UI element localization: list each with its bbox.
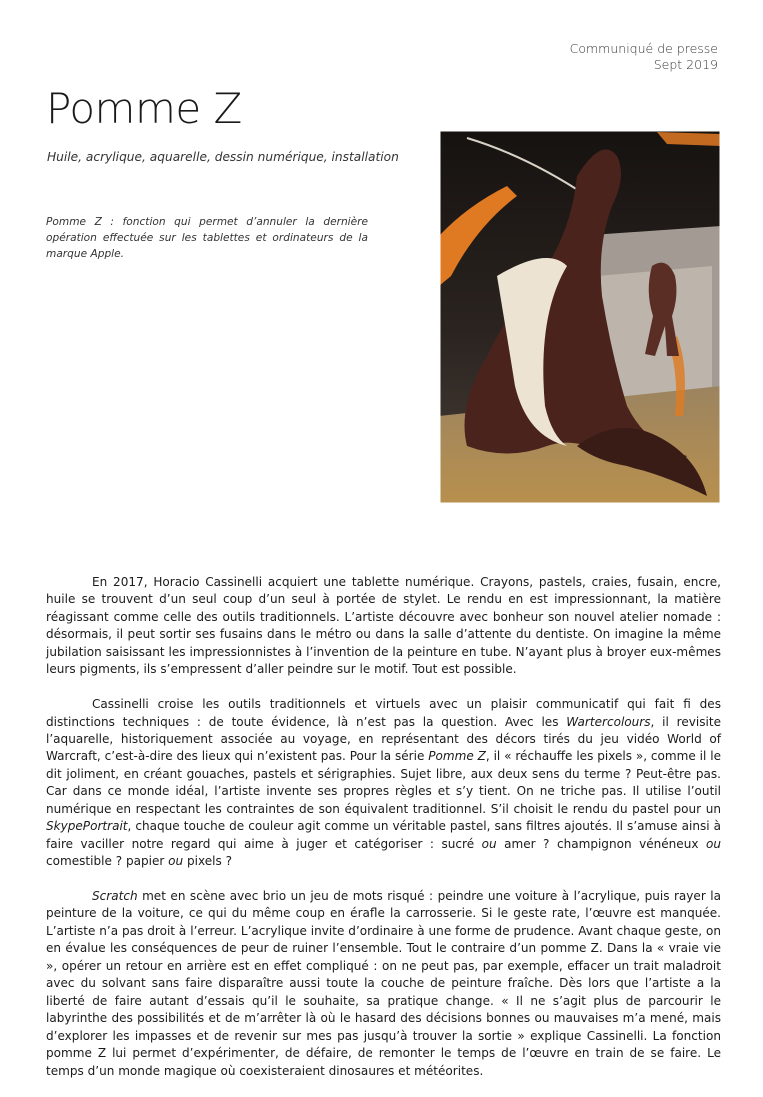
- page-title: Pomme Z: [46, 84, 242, 133]
- body-paragraph: [46, 696, 721, 871]
- text-run: , il « réchauffe les pixels », comme il le dit joliment, en créant gouaches, pastels et sérigraphies. Sujet libre, aux deux sens du terme ? Peut-être pas. Car dans ce monde idéal, l’artiste invente ses propres règles et s’y tient. On ne triche pas. Il utilise l’outil numérique en respectant les contraintes de son équivalent traditionnel. S’il choisit le rendu du pastel pour un: [46, 749, 721, 816]
- body-paragraph: [46, 574, 721, 679]
- press-release-header: [570, 41, 718, 73]
- definition-text: Pomme Z : fonction qui permet d’annuler la dernière opération effectuée sur les tablettes et ordinateurs de la marque Apple.: [46, 216, 368, 260]
- subtitle: Huile, acrylique, aquarelle, dessin numérique, installation: [47, 150, 399, 164]
- italic-run: Pomme Z: [428, 749, 486, 764]
- text-run: En 2017, Horacio Cassinelli acquiert une tablette numérique. Crayons, pastels, craies, fusain, encre, huile se trouvent d’un seul coup d’un seul à portée de stylet. Le rendu en est impressionnant, la matière réagissant comme celle des outils traditionnels. L’artiste découvre avec bonheur son nouvel atelier nomade : désormais, il peut sortir ses fusains dans le métro ou dans la salle d’attente du dentiste. On imagine la même jubilation saisissant les impressionnistes à l’invention de la peinture en tube. N’ayant plus à broyer eux-mêmes leurs pigments, ils s’empressent d’aller peindre sur le motif. Tout est possible.: [46, 575, 721, 677]
- italic-run: ou: [705, 836, 721, 851]
- text-run: , il revisite l’aquarelle, historiquement associée au voyage, en représentant des décors tirés du jeu vidéo World of Warcraft, c’est-à-dire des lieux qui n’existent pas. Pour la série: [46, 714, 721, 764]
- text-run: met en scène avec brio un jeu de mots risqué : peindre une voiture à l’acrylique, puis rayer la peinture de la voiture, ce qui du même coup en éraﬂe la carrosserie. Si le geste rate, l’œuvre est manquée. L’artiste n’a pas droit à l’erreur. L’acrylique invite d’ordinaire à une forme de prudence. Avant chaque geste, on en évalue les conséquences de peur de ruiner l’ensemble. Tout le contraire d’un pomme Z. Dans la « vraie vie », opérer un retour en arrière est en effet compliqué : on ne peut pas, par exemple, effacer un trait maladroit avec du solvant sans faire disparaître aussi toute la couche de peinture fraîche. Dès lors que l’artiste a la liberté de faire autant d’essais qu’il le souhaite, sa pratique change. « Il ne s’agit plus de parcourir le labyrinthe des possibilités et de m’arrêter là où le hasard des décisions bonnes ou mauvaises m’a mené, mais d’explorer les impasses et de revenir sur mes pas jusqu’à trouver la sortie » explique Cassinelli. La fonction pomme Z lui permet d’expérimenter, de défaire, de remonter le temps de l’œuvre en train de se faire. Le temps d’un monde magique où coexisteraient dinosaures et météorites.: [46, 889, 721, 1078]
- article-body: [46, 574, 721, 1097]
- text-run: , chaque touche de couleur agit comme un véritable pastel, sans filtres ajoutés. Il s’amuse ainsi à faire vaciller notre regard qui aime à juger et catégoriser : sucré: [46, 819, 721, 851]
- artwork-image: [427, 116, 731, 516]
- text-run: Cassinelli croise les outils traditionnels et virtuels avec un plaisir communicatif qui fait fi des distinctions techniques : de toute évidence, là n’est pas la question. Avec les: [46, 697, 721, 729]
- press-release-date: Sept 2019: [653, 57, 718, 72]
- press-release-label: Communiqué de presse: [569, 41, 718, 56]
- body-paragraph: [46, 888, 721, 1080]
- italic-run: ou: [168, 854, 184, 869]
- italic-run: SkypePortrait: [46, 819, 128, 834]
- text-run: amer ? champignon vénéneux: [496, 836, 706, 851]
- italic-run: ou: [481, 836, 497, 851]
- text-run: comestible ? papier: [46, 854, 169, 869]
- italic-run: Scratch: [92, 889, 138, 904]
- italic-run: Wartercolours: [566, 714, 651, 729]
- text-run: pixels ?: [183, 854, 233, 869]
